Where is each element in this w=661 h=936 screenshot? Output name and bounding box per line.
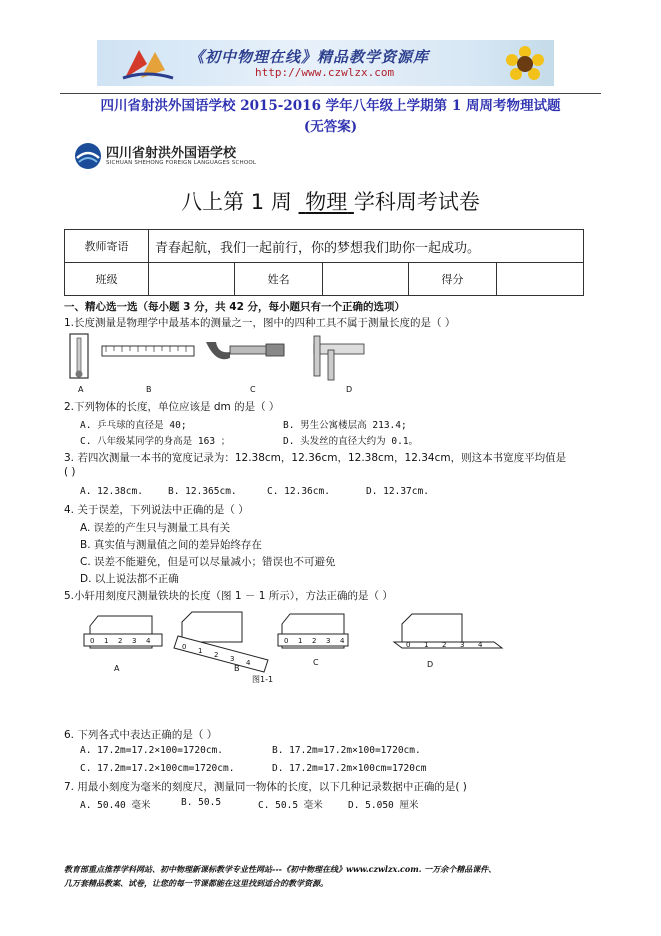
footer-line-1: 教育部重点推荐学科网站、初中物理新课标教学专业性网站---《初中物理在线》www.czwlzx.com. 一万余个精品课件、 [64, 864, 497, 874]
q6-option-c: C. 17.2m=17.2×100cm=1720cm. [80, 763, 235, 774]
question-5-stem: 5.小轩用刻度尺测量铁块的长度（图 1 － 1 所示），方法正确的是（ ） [64, 590, 393, 602]
q2-option-b: B. 男生公寓楼层高 213.4; [283, 420, 407, 431]
teacher-label: 教师寄语 [65, 230, 149, 263]
svg-text:4: 4 [246, 659, 251, 667]
name-field[interactable] [322, 263, 408, 296]
class-field[interactable] [149, 263, 235, 296]
banner-logo-icon [117, 44, 177, 82]
q3-option-c: C. 12.36cm. [267, 486, 330, 497]
svg-text:0: 0 [284, 637, 289, 645]
svg-text:1: 1 [424, 641, 429, 649]
class-label: 班级 [65, 263, 149, 296]
svg-text:1: 1 [104, 637, 109, 645]
q7-option-a: A. 50.40 毫米 [80, 800, 151, 811]
q5-label-c: C [313, 658, 319, 667]
question-2-stem: 2.下列物体的长度，单位应该是 dm 的是（ ） [64, 401, 280, 413]
q2-option-c: C. 八年级某同学的身高是 163 ； [80, 436, 231, 447]
q4-option-d: D. 以上说法都不正确 [80, 573, 179, 585]
svg-text:4: 4 [478, 641, 483, 649]
q7-option-b: B. 50.5 [181, 797, 222, 808]
school-logo [74, 140, 274, 172]
exam-title [60, 186, 601, 216]
q1-label-a: A [78, 385, 84, 394]
q6-option-a: A. 17.2m=17.2×100=1720cm. [80, 745, 223, 756]
svg-text:1: 1 [198, 647, 203, 655]
svg-text:2: 2 [312, 637, 317, 645]
section-title: 一、精心选一选（每小题 3 分，共 42 分，每小题只有一个正确的选项） [64, 301, 406, 313]
banner-image [97, 40, 554, 86]
q6-option-b: B. 17.2m=17.2m×100=1720cm. [272, 745, 421, 756]
svg-text:3: 3 [326, 637, 331, 645]
svg-text:4: 4 [340, 637, 345, 645]
q4-option-b: B. 真实值与测量值之间的差异始终存在 [80, 539, 262, 551]
ruler-methods-figure [82, 606, 512, 688]
q5-figure-label: 图1-1 [252, 675, 274, 684]
banner-url: http://www.czwlzx.com [255, 66, 395, 79]
footer-line-2: 几万套精品教案、试卷，让您的每一节课都能在这里找到适合的教学资源。 [64, 878, 328, 888]
svg-text:1: 1 [298, 637, 303, 645]
question-7-stem: 7. 用最小刻度为毫米的刻度尺，测量同一物体的长度，以下几种记录数据中正确的是( ) [64, 781, 467, 793]
q6-option-d: D. 17.2m=17.2m×100cm=1720cm [272, 763, 427, 774]
banner-title: 《初中物理在线》精品教学资源库 [189, 48, 430, 66]
question-4-stem: 4. 关于误差，下列说法中正确的是（ ） [64, 504, 249, 516]
q2-option-a: A. 乒乓球的直径是 40; [80, 420, 187, 431]
sunflower-icon [502, 42, 548, 84]
svg-text:3: 3 [132, 637, 137, 645]
exam-title-suffix: 学科周考试卷 [353, 190, 480, 214]
svg-text:2: 2 [442, 641, 447, 649]
school-name: 四川省射洪外国语学校 [106, 146, 237, 161]
q3-option-d: D. 12.37cm. [366, 486, 429, 497]
school-name-english: SICHUAN SHEHONG FOREIGN LANGUAGES SCHOOL [106, 160, 257, 166]
svg-text:3: 3 [460, 641, 465, 649]
q7-option-c: C. 50.5 毫米 [258, 800, 323, 811]
score-label: 得分 [409, 263, 496, 296]
exam-title-subject: 物理 [305, 190, 348, 214]
svg-text:0: 0 [406, 641, 411, 649]
info-table [64, 229, 584, 296]
q1-label-d: D [346, 385, 353, 394]
question-1-stem: 1.长度测量是物理学中最基本的测量之一，图中的四种工具不属于测量长度的是（ ） [64, 317, 456, 329]
exam-title-prefix: 八上第 1 周 [181, 190, 292, 214]
svg-text:2: 2 [214, 651, 219, 659]
measuring-tools-figure [66, 330, 366, 390]
q5-label-b: B [234, 664, 240, 673]
q3-option-a: A. 12.38cm. [80, 486, 143, 497]
document-title: 四川省射洪外国语学校 2015-2016 学年八年级上学期第 1 周周考物理试题 [100, 98, 561, 114]
question-3-stem: 3. 若四次测量一本书的宽度记录为：12.38cm，12.36cm，12.38cm，12.34cm，则这本书宽度平均值是 [64, 452, 567, 464]
document-title-note: (无答案) [303, 119, 358, 135]
q5-label-a: A [114, 664, 120, 673]
svg-text:4: 4 [146, 637, 151, 645]
name-label: 姓名 [235, 263, 322, 296]
question-3-stem-cont: ( ) [64, 466, 76, 478]
svg-text:3: 3 [230, 655, 235, 663]
teacher-message: 青春起航，我们一起前行，你的梦想我们助你一起成功。 [149, 230, 584, 263]
school-emblem-icon [74, 142, 102, 170]
svg-text:2: 2 [118, 637, 123, 645]
q1-label-c: C [250, 385, 256, 394]
q1-label-b: B [146, 385, 152, 394]
q2-option-d: D. 头发丝的直径大约为 0.1。 [283, 436, 419, 447]
q4-option-c: C. 误差不能避免，但是可以尽量减小；错误也不可避免 [80, 556, 336, 568]
svg-text:0: 0 [182, 643, 187, 651]
q4-option-a: A. 误差的产生只与测量工具有关 [80, 522, 231, 534]
q7-option-d: D. 5.050 厘米 [348, 800, 419, 811]
svg-text:0: 0 [90, 637, 95, 645]
q5-label-d: D [427, 660, 434, 669]
question-6-stem: 6. 下列各式中表达正确的是（ ） [64, 729, 218, 741]
score-field[interactable] [496, 263, 583, 296]
q3-option-b: B. 12.365cm. [168, 486, 237, 497]
